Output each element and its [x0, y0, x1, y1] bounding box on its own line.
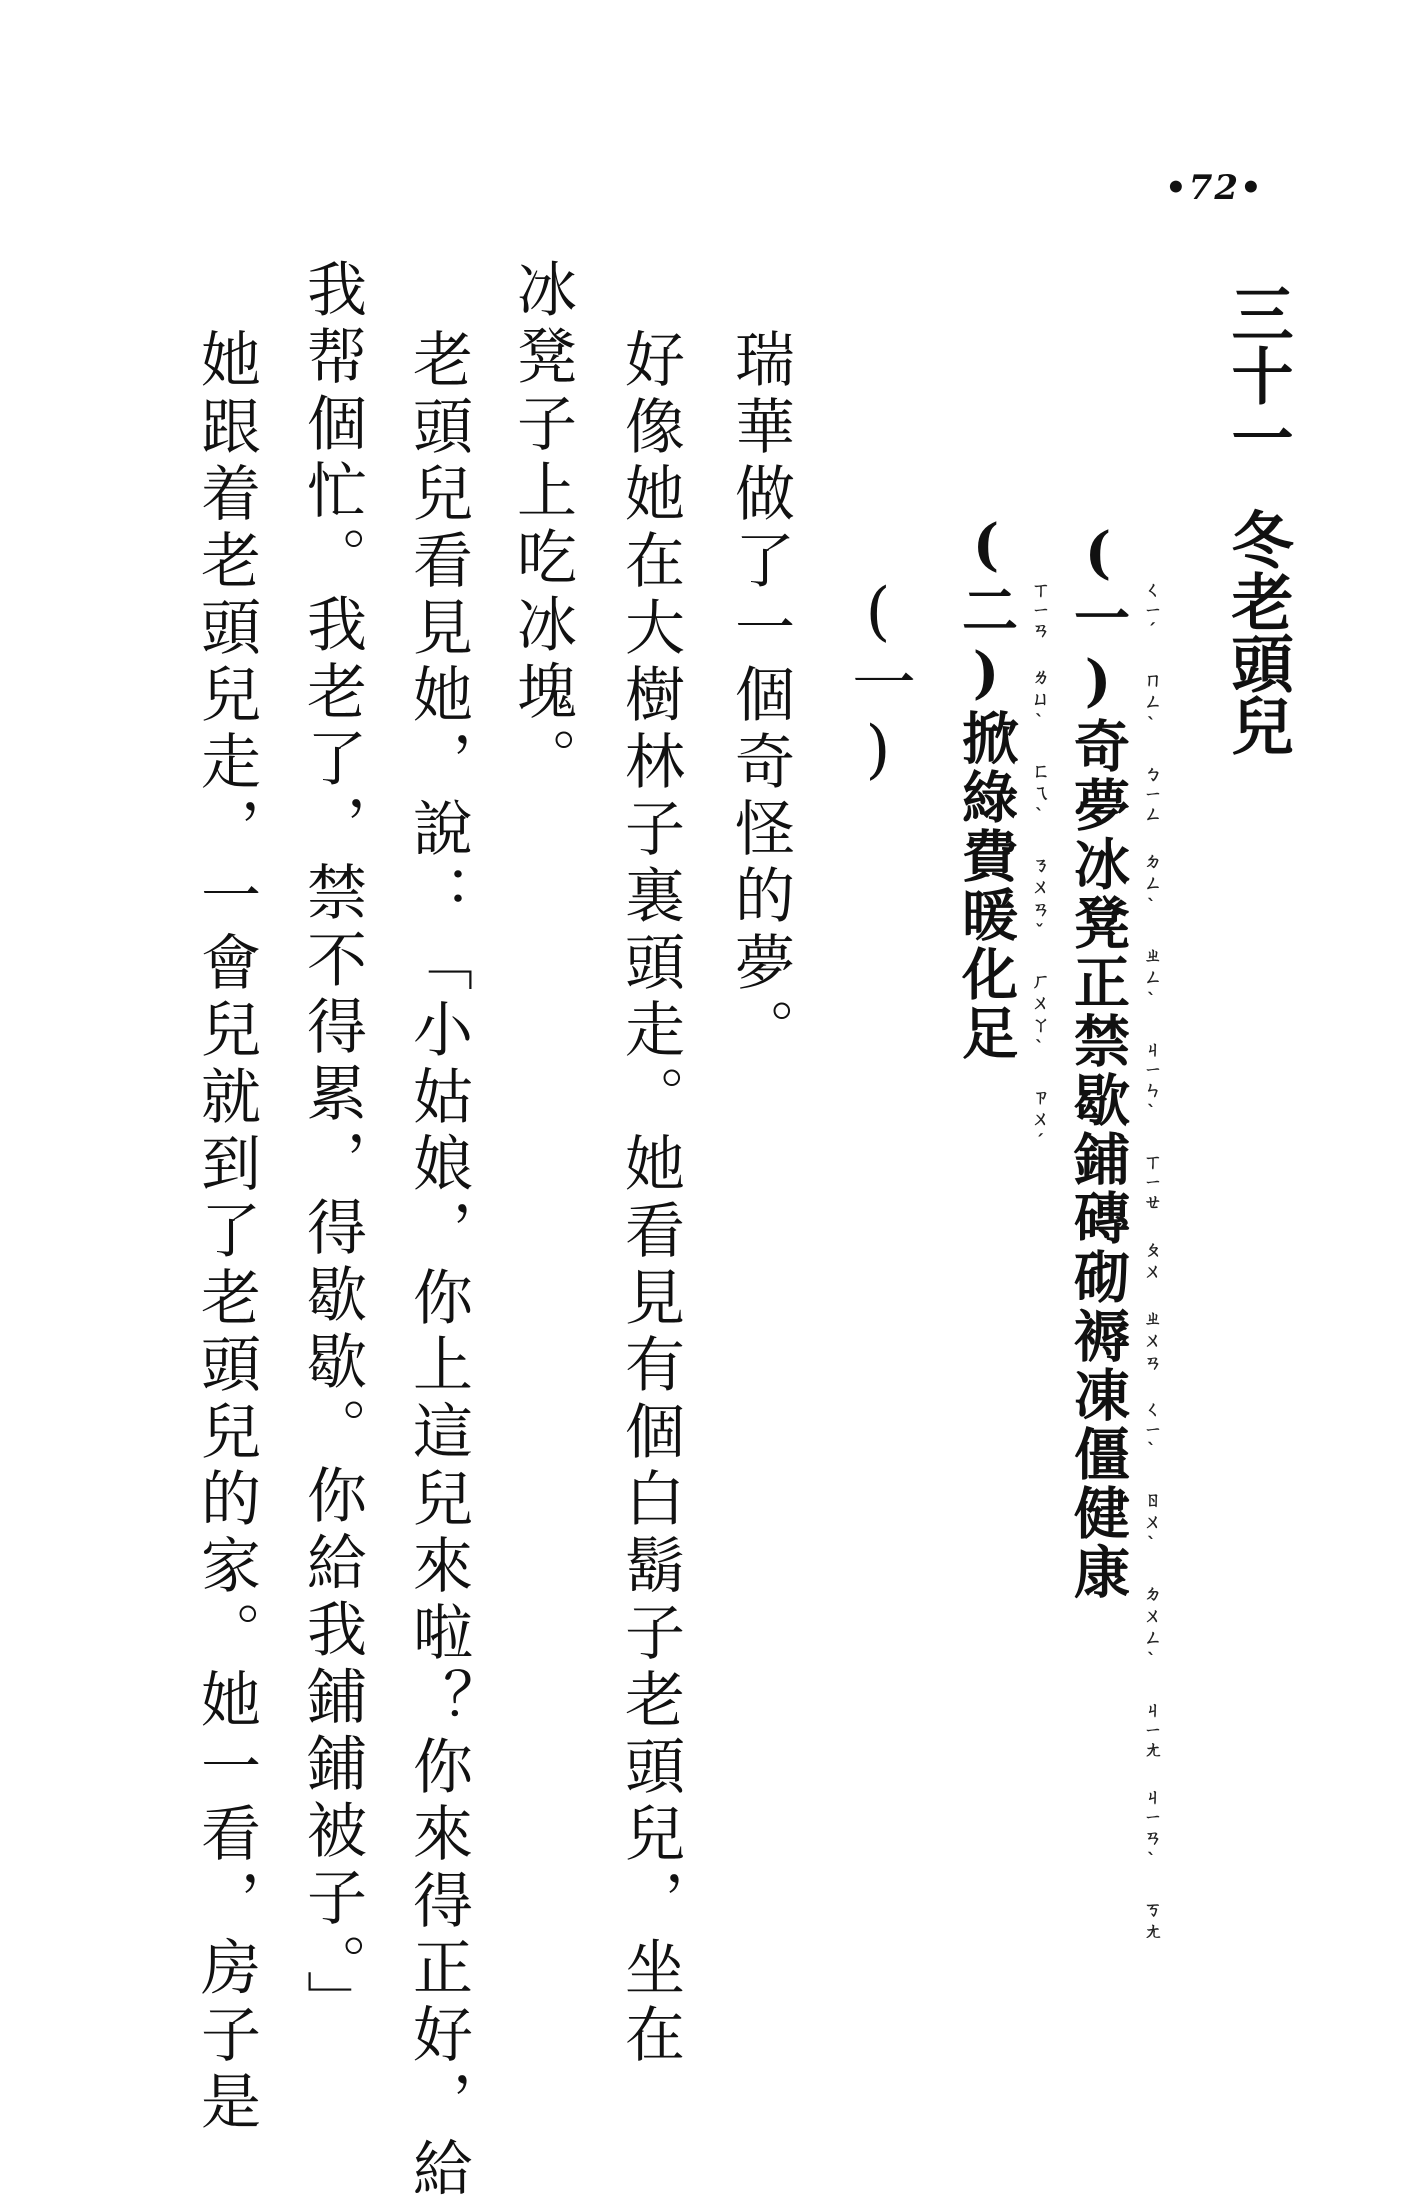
vocab-marker: (一) [1065, 520, 1131, 717]
vocab-words: 奇夢冰凳正禁歇鋪磚砌褥凍僵健康 [1065, 717, 1131, 1602]
body-line-6: 她跟着老頭兒走，一會兒就到了老頭兒的家。她一看，房子是 [191, 328, 261, 2137]
lesson-heading [1221, 282, 1294, 756]
vocab-line-1 [1065, 520, 1131, 1602]
body-line-1: 瑞華做了一個奇怪的夢。 [725, 328, 795, 1065]
body-line-2: 好像她在大樹林子裏頭走。她看見有個白鬍子老頭兒，坐在 [615, 328, 685, 2070]
page-number: •72• [1165, 168, 1264, 208]
vocab-line-2 [953, 512, 1019, 1063]
section-marker: (一) [841, 575, 915, 787]
bopomofo-annotation-1: ㄑㄧˊ ㄇㄥˋ ㄅㄧㄥ ㄉㄥˋ ㄓㄥˋ ㄐㄧㄣˋ ㄒㄧㄝ ㄆㄨ ㄓㄨㄢ ㄑㄧˋ ㄖㄨˋ ㄉㄨㄥˋ ㄐㄧㄤ ㄐㄧㄢˋ ㄎㄤ [1141, 580, 1162, 1944]
lesson-number: 三十一 [1221, 282, 1294, 468]
vocab-words: 掀綠費暖化足 [953, 709, 1019, 1063]
body-line-5: 我帮個忙。我老了，禁不得累，得歇歇。你給我鋪鋪被子。」 [297, 258, 367, 2037]
body-line-4: 老頭兒看見她，說：「小姑娘，你上這兒來啦？你來得正好，給 [403, 328, 473, 2204]
lesson-title: 冬老頭兒 [1221, 508, 1294, 756]
bopomofo-annotation-2: ㄒㄧㄢ ㄌㄩˋ ㄈㄟˋ ㄋㄨㄢˇ ㄏㄨㄚˋ ㄗㄨˊ [1029, 580, 1050, 1157]
body-line-3: 冰凳子上吃冰塊。 [507, 258, 577, 794]
vocab-marker: (二) [953, 512, 1019, 709]
